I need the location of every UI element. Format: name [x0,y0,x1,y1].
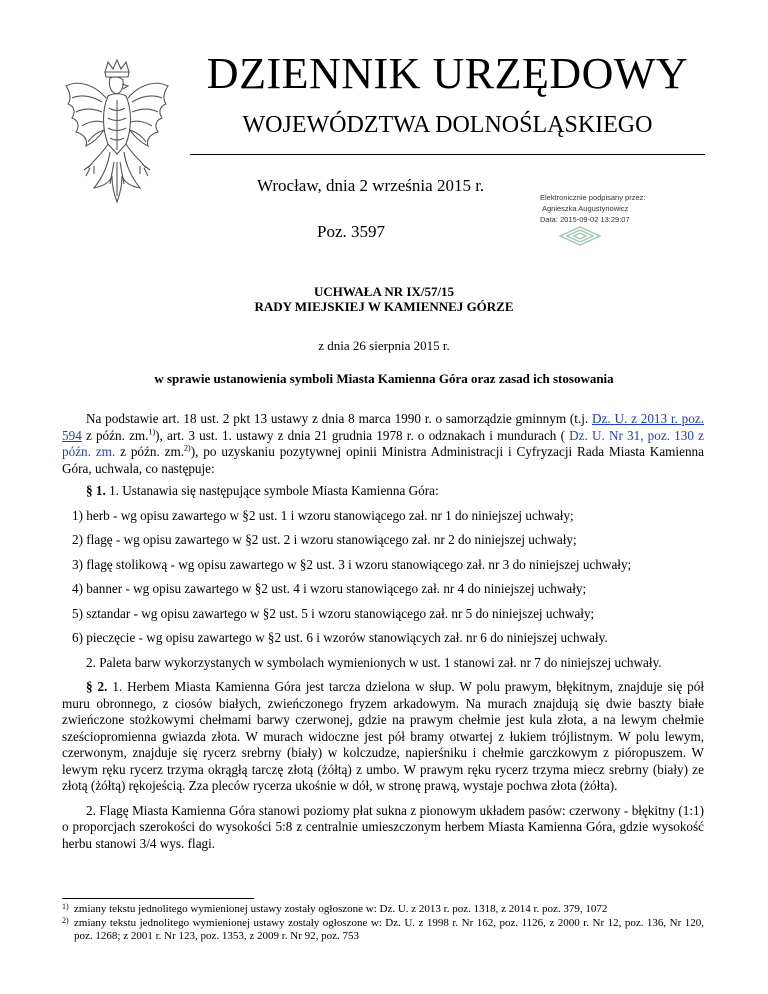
signature-date: Data: 2015-09-02 13:29:07 [540,215,630,224]
list-item: 4) banner - wg opisu zawartego w §2 ust. 4 i wzoru stanowiącego zał. nr 4 do niniejszej uchwały; [72,581,587,596]
position-number: Poz. 3597 [317,222,385,241]
resolution-number: UCHWAŁA NR IX/57/15 [313,284,455,299]
eagle-emblem-icon [58,58,176,208]
preamble-text: z późn. zm. [81,427,149,443]
preamble [62,411,704,477]
resolution-council: RADY MIEJSKIEJ W KAMIENNEJ GÓRZE [254,299,514,314]
resolution-date: z dnia 26 sierpnia 2015 r. [318,338,450,353]
preamble-text: z późn. zm. [115,444,185,459]
footnote-divider [62,898,254,899]
preamble-text: ), art. 3 ust. 1. ustawy z dnia 21 grudnia 1978 r. o odznakach i mundurach ( [155,427,570,443]
section-mark: § 2. [86,679,108,694]
resolution-body [62,411,704,852]
journal-title: DZIENNIK URZĘDOWY [206,49,689,98]
electronic-signature [540,192,645,225]
section-2-para-1 [62,679,704,795]
section-text: 1. Ustanawia się następujące symbole Miasta Kamienna Góra: [105,483,439,498]
footnote-1: 1) zmiany tekstu jednolitego wymienionej ustawy zostały ogłoszone w: Dz. U. z 2013 r. poz. 1318, z 2014 r. poz. 379, 1072 [62,902,608,915]
preamble-text: ), po uzyskaniu pozytywnej opinii Ministra Administracji i Cyfryzacji Rada Miasta Kamienna Góra, uchwala, co następuje: [62,444,704,476]
list-item: 1) herb - wg opisu zawartego w §2 ust. 1 i wzoru stanowiącego zał. nr 1 do niniejszej uchwały; [72,507,574,523]
legal-link-dz-u-nr-31[interactable]: Dz. U. Nr 31, poz. 130 z późn. zm. [62,427,704,459]
resolution-subject: w sprawie ustanowienia symboli Miasta Kamienna Góra oraz zasad ich stosowania [154,371,614,386]
legal-link-dz-u-2013[interactable]: Dz. U. z 2013 r. poz. 594 [62,411,704,443]
section-1-para-2: 2. Paleta barw wykorzystanych w symbolach wymienionych w ust. 1 stanowi zał. nr 7 do niniejszej uchwały. [86,654,662,670]
header-divider [190,154,705,155]
list-item: 3) flagę stolikową - wg opisu zawartego w §2 ust. 3 i wzoru stanowiącego zał. nr 3 do niniejszej uchwały; [72,556,632,572]
list-item: 5) sztandar - wg opisu zawartego w §2 ust. 5 i wzoru stanowiącego zał. nr 5 do niniejszej uchwały; [72,605,595,621]
list-item: 6) pieczęcie - wg opisu zawartego w §2 ust. 6 i wzorów stanowiących zał. nr 6 do niniejszej uchwały. [72,630,608,645]
footnote-text: zmiany tekstu jednolitego wymienionej ustawy zostały ogłoszone w: Dz. U. z 1998 r. Nr 162, poz. 1126, z 2000 r. Nr 12, poz. 136, Nr 120, poz. 1268; z 2001 r. Nr 123, poz. 1353, z 2009 r. Nr 92, poz. 753 [74,916,704,942]
signature-stamp-icon [558,226,602,246]
preamble-text: Na podstawie art. 18 ust. 2 pkt 13 ustawy z dnia 8 marca 1990 r. o samorządzie gminnym (t.j. [86,411,593,426]
footnote-2: 2) zmiany tekstu jednolitego wymienionej ustawy zostały ogłoszone w: Dz. U. z 1998 r. Nr 162, poz. 1126, z 2000 r. Nr 12, poz. 136, Nr 120, poz. 1268; z 2001 r. Nr 123, poz. 1353, z 2009 r. Nr 92, poz. 753 [62,915,704,942]
place-date: Wrocław, dnia 2 września 2015 r. [257,176,485,195]
footnote-text: zmiany tekstu jednolitego wymienionej ustawy zostały ogłoszone w: Dz. U. z 2013 r. poz. 1318, z 2014 r. poz. 379, 1072 [74,903,608,915]
section-mark: § 1. [86,483,106,498]
footnote-ref-1[interactable]: 1) [148,427,156,437]
footnote-ref-2[interactable]: 2) [184,443,191,453]
signature-label: Elektronicznie podpisany przez: [540,193,646,202]
journal-subtitle: WOJEWÓDZTWA DOLNOŚLĄSKIEGO [242,112,653,138]
footnotes [62,903,704,944]
signature-signer: Agnieszka Augustynowicz [542,204,629,213]
section-text: 1. Herbem Miasta Kamienna Góra jest tarcza dzielona w słup. W polu prawym, błękitnym, znajduje się pół muru obronnego, z ciosów białych, zwieńczonego fryzem arkadowym. Na murach znajdują się dwie baszty białe zwieńczone stożkowymi chełmami barwy czerwonej, gdzie na prawym chełmie jest kula złota, a na lewym chełmie sześciopromienna gwiazda złota. W murach widoczne jest pół bramy otwartej z łukiem trójlistnym. W polu lewym, czerwonym, znajduje się rycerz srebrny (biały) w kolczudze, napierśniku i chełmie garczkowym z pióropuszem. W lewym ręku rycerz trzyma okrągłą tarczę złotą (żółtą) z umbo. W prawym ręku rycerz trzyma miecz srebrny (biały) ze złotą (żółtą) rękojeścią. Zza pleców rycerza ukośnie w dół, w stronę prawą, wystaje pochwa złota (żółta). [62,679,704,793]
section-1-intro [62,483,704,500]
list-item: 2) flagę - wg opisu zawartego w §2 ust. 2 i wzoru stanowiącego zał. nr 2 do niniejszej uchwały; [72,532,577,547]
resolution-heading [70,284,698,314]
section-2-para-2: 2. Flagę Miasta Kamienna Góra stanowi poziomy płat sukna z pionowym układem pasów: czerwony - błękitny (1:1) o proporcjach szerokości do wysokości 5:8 z centralnie umieszczonym herbem Miasta Kamienna Góra, gdzie wysokość herbu stanowi 3/4 wys. flagi. [62,802,704,851]
